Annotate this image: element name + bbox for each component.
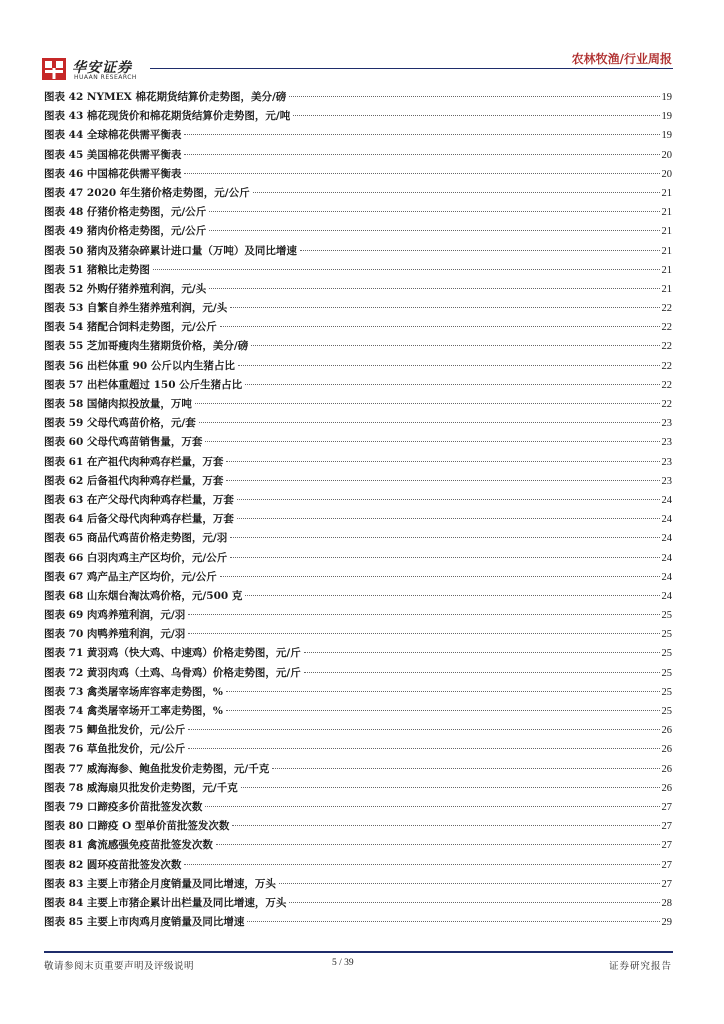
toc-entry[interactable]	[44, 913, 672, 932]
toc-leader-dots	[184, 173, 659, 174]
toc-entry-page: 21	[661, 207, 672, 219]
toc-entry-title: 图表 42 NYMEX 棉花期货结算价走势图，美分/磅	[44, 91, 287, 103]
toc-leader-dots	[304, 672, 660, 673]
toc-entry[interactable]	[44, 433, 672, 452]
toc-entry[interactable]	[44, 625, 672, 644]
toc-entry[interactable]	[44, 222, 672, 241]
toc-entry-title: 图表 56 出栏体重 90 公斤以内生猪占比	[44, 359, 235, 372]
toc-entry-title: 图表 80 口蹄疫 O 型单价苗批签发次数	[44, 820, 230, 833]
toc-entry[interactable]	[44, 740, 672, 759]
footer-divider	[44, 951, 673, 953]
toc-entry[interactable]	[44, 664, 672, 683]
toc-entry[interactable]	[44, 721, 672, 740]
toc-entry[interactable]	[44, 357, 672, 376]
toc-leader-dots	[289, 902, 659, 903]
toc-entry-title: 图表 60 父母代鸡苗销售量，万套	[44, 436, 203, 449]
toc-entry-page: 26	[661, 744, 672, 756]
toc-entry-page: 20	[661, 149, 672, 161]
toc-entry-title: 图表 79 口蹄疫多价苗批签发次数	[44, 800, 203, 813]
toc-leader-dots	[241, 787, 660, 788]
toc-entry[interactable]	[44, 203, 672, 222]
toc-entry-title: 图表 44 全球棉花供需平衡表	[44, 129, 182, 142]
toc-leader-dots	[245, 595, 659, 596]
toc-entry-page: 22	[661, 341, 672, 353]
toc-entry-page: 24	[661, 514, 672, 526]
toc-entry[interactable]	[44, 683, 672, 702]
header-divider	[150, 68, 673, 69]
toc-entry[interactable]	[44, 376, 672, 395]
toc-entry[interactable]	[44, 510, 672, 529]
toc-entry-page: 21	[661, 226, 672, 238]
toc-entry[interactable]	[44, 491, 672, 510]
figure-index-list	[44, 88, 672, 932]
toc-entry[interactable]	[44, 126, 672, 145]
toc-entry-title: 图表 45 美国棉花供需平衡表	[44, 148, 182, 161]
toc-entry[interactable]	[44, 280, 672, 299]
toc-entry-page: 23	[661, 456, 672, 468]
toc-entry-title: 图表 76 草鱼批发价，元/公斤	[44, 743, 186, 756]
toc-entry-title: 图表 71 黄羽鸡（快大鸡、中速鸡）价格走势图，元/斤	[44, 647, 301, 660]
toc-entry-title: 图表 82 圆环疫苗批签发次数	[44, 858, 182, 871]
toc-leader-dots	[205, 806, 659, 807]
toc-leader-dots	[289, 96, 659, 97]
toc-entry-title: 图表 74 禽类屠宰场开工率走势图，%	[44, 705, 223, 717]
toc-entry-title: 图表 52 外购仔猪养殖利润，元/头	[44, 282, 207, 295]
toc-entry[interactable]	[44, 261, 672, 280]
toc-leader-dots	[184, 134, 659, 135]
toc-leader-dots	[251, 345, 659, 346]
toc-entry-page: 24	[661, 590, 672, 602]
toc-entry[interactable]	[44, 817, 672, 836]
toc-leader-dots	[253, 192, 660, 193]
toc-entry[interactable]	[44, 644, 672, 663]
toc-entry-page: 25	[661, 629, 672, 641]
toc-entry-title: 图表 57 出栏体重超过 150 公斤生猪占比	[44, 378, 243, 391]
toc-entry[interactable]	[44, 318, 672, 337]
toc-leader-dots	[247, 921, 659, 922]
footer-disclaimer: 敬请参阅末页重要声明及评级说明	[44, 961, 195, 972]
toc-leader-dots	[300, 250, 660, 251]
toc-leader-dots	[230, 307, 659, 308]
toc-entry-page: 22	[661, 399, 672, 410]
toc-entry-page: 27	[661, 821, 672, 833]
toc-leader-dots	[188, 614, 659, 615]
toc-entry-page: 22	[661, 322, 672, 334]
toc-entry[interactable]	[44, 414, 672, 433]
toc-entry-page: 19	[661, 92, 672, 103]
toc-entry-title: 图表 83 主要上市猪企月度销量及同比增速，万头	[44, 877, 276, 890]
toc-entry-title: 图表 53 自繁自养生猪养殖利润，元/头	[44, 302, 228, 315]
toc-entry-title: 图表 58 国储肉拟投放量，万吨	[44, 398, 192, 410]
toc-entry-page: 22	[661, 379, 672, 391]
toc-leader-dots	[188, 633, 659, 634]
toc-entry[interactable]	[44, 472, 672, 491]
toc-entry-title: 图表 64 后备父母代肉种鸡存栏量，万套	[44, 513, 234, 526]
toc-entry-title: 图表 85 主要上市肉鸡月度销量及同比增速	[44, 916, 245, 929]
toc-entry-page: 19	[661, 130, 672, 142]
toc-leader-dots	[226, 461, 659, 462]
toc-entry-page: 22	[661, 360, 672, 372]
toc-entry-page: 26	[661, 725, 672, 737]
toc-entry-page: 28	[661, 897, 672, 909]
toc-entry-page: 24	[661, 552, 672, 564]
toc-entry[interactable]	[44, 856, 672, 875]
toc-entry-title: 图表 70 肉鸭养殖利润，元/羽	[44, 628, 186, 641]
toc-entry[interactable]	[44, 606, 672, 625]
toc-entry-page: 25	[661, 686, 672, 698]
brand-subtitle: HUAAN RESEARCH	[74, 74, 137, 81]
toc-entry-page: 27	[661, 840, 672, 852]
toc-entry-title: 图表 54 猪配合饲料走势图，元/公斤	[44, 321, 217, 334]
toc-entry-page: 21	[661, 283, 672, 295]
toc-entry-title: 图表 59 父母代鸡苗价格，元/套	[44, 417, 196, 430]
toc-entry[interactable]	[44, 88, 672, 107]
toc-entry-page: 24	[661, 533, 672, 545]
page-header	[0, 0, 724, 82]
toc-entry[interactable]	[44, 299, 672, 318]
toc-leader-dots	[153, 269, 660, 270]
toc-entry-title: 图表 47 2020 年生猪价格走势图，元/公斤	[44, 186, 250, 199]
toc-entry-title: 图表 67 鸡产品主产区均价，元/公斤	[44, 570, 217, 583]
toc-entry-page: 23	[661, 418, 672, 430]
toc-entry[interactable]	[44, 184, 672, 203]
toc-entry-page: 21	[661, 245, 672, 257]
toc-entry-title: 图表 69 肉鸡养殖利润，元/羽	[44, 609, 186, 622]
toc-entry-page: 23	[661, 475, 672, 487]
toc-entry[interactable]	[44, 702, 672, 721]
toc-entry-page: 19	[661, 111, 672, 123]
toc-entry-title: 图表 75 鲫鱼批发价，元/公斤	[44, 724, 186, 737]
page-number: 5 / 39	[332, 958, 354, 968]
toc-entry-title: 图表 84 主要上市猪企累计出栏量及同比增速，万头	[44, 896, 287, 909]
toc-entry-title: 图表 48 仔猪价格走势图，元/公斤	[44, 206, 207, 219]
toc-leader-dots	[237, 518, 660, 519]
toc-entry[interactable]	[44, 529, 672, 548]
toc-entry-page: 25	[661, 706, 672, 717]
toc-entry-page: 22	[661, 303, 672, 315]
toc-entry-page: 27	[661, 878, 672, 890]
toc-entry-page: 25	[661, 648, 672, 660]
toc-leader-dots	[230, 537, 659, 538]
toc-entry-page: 27	[661, 801, 672, 813]
toc-leader-dots	[220, 326, 660, 327]
toc-entry[interactable]	[44, 568, 672, 587]
toc-entry[interactable]	[44, 395, 672, 414]
toc-entry-title: 图表 65 商品代鸡苗价格走势图，元/羽	[44, 532, 228, 545]
toc-entry[interactable]	[44, 165, 672, 184]
toc-leader-dots	[188, 729, 659, 730]
toc-entry-title: 图表 62 后备祖代肉种鸡存栏量，万套	[44, 474, 224, 487]
toc-leader-dots	[226, 691, 660, 692]
toc-leader-dots	[209, 288, 659, 289]
toc-leader-dots	[199, 422, 660, 423]
toc-entry-page: 20	[661, 168, 672, 180]
toc-entry-page: 26	[661, 763, 672, 775]
toc-entry-page: 27	[661, 859, 672, 871]
toc-leader-dots	[184, 154, 659, 155]
toc-leader-dots	[232, 825, 659, 826]
toc-leader-dots	[226, 710, 660, 711]
toc-entry[interactable]	[44, 587, 672, 606]
toc-entry-page: 25	[661, 610, 672, 622]
toc-entry[interactable]	[44, 549, 672, 568]
toc-leader-dots	[195, 403, 660, 404]
toc-entry-title: 图表 61 在产祖代肉种鸡存栏量，万套	[44, 455, 224, 468]
toc-leader-dots	[220, 576, 660, 577]
toc-leader-dots	[205, 441, 659, 442]
toc-entry[interactable]	[44, 798, 672, 817]
toc-entry-page: 23	[661, 437, 672, 449]
toc-entry-page: 24	[661, 494, 672, 506]
toc-entry-title: 图表 50 猪肉及猪杂碎累计进口量（万吨）及同比增速	[44, 244, 297, 257]
toc-leader-dots	[209, 211, 659, 212]
toc-leader-dots	[238, 365, 660, 366]
toc-entry-page: 26	[661, 782, 672, 794]
toc-leader-dots	[209, 230, 659, 231]
toc-entry-title: 图表 78 威海扇贝批发价走势图，元/千克	[44, 781, 238, 794]
toc-entry-page: 25	[661, 667, 672, 679]
toc-leader-dots	[230, 557, 659, 558]
toc-entry[interactable]	[44, 894, 672, 913]
brand-name: 华安证券	[72, 60, 132, 76]
toc-entry-page: 21	[661, 264, 672, 276]
toc-entry-page: 21	[661, 187, 672, 199]
toc-entry-title: 图表 49 猪肉价格走势图，元/公斤	[44, 225, 207, 238]
toc-entry[interactable]	[44, 779, 672, 798]
toc-entry-title: 图表 72 黄羽肉鸡（土鸡、乌骨鸡）价格走势图，元/斤	[44, 666, 301, 679]
toc-entry-title: 图表 51 猪粮比走势图	[44, 263, 150, 276]
toc-entry[interactable]	[44, 337, 672, 356]
toc-leader-dots	[304, 652, 660, 653]
huaan-logo-icon	[42, 58, 66, 80]
toc-leader-dots	[279, 883, 660, 884]
toc-leader-dots	[272, 768, 659, 769]
toc-entry[interactable]	[44, 242, 672, 261]
report-type: 证券研究报告	[608, 961, 672, 972]
toc-entry-title: 图表 81 禽流感强免疫苗批签发次数	[44, 839, 213, 852]
toc-entry[interactable]	[44, 875, 672, 894]
toc-entry[interactable]	[44, 146, 672, 165]
toc-entry[interactable]	[44, 107, 672, 126]
toc-leader-dots	[216, 844, 660, 845]
toc-leader-dots	[245, 384, 659, 385]
toc-leader-dots	[188, 748, 659, 749]
toc-entry[interactable]	[44, 453, 672, 472]
toc-leader-dots	[184, 864, 659, 865]
toc-leader-dots	[226, 480, 659, 481]
toc-entry-title: 图表 77 威海海参、鲍鱼批发价走势图，元/千克	[44, 762, 270, 775]
toc-leader-dots	[237, 499, 660, 500]
toc-entry-title: 图表 55 芝加哥瘦肉生猪期货价格，美分/磅	[44, 340, 249, 353]
toc-entry[interactable]	[44, 760, 672, 779]
toc-entry-title: 图表 66 白羽肉鸡主产区均价，元/公斤	[44, 551, 228, 564]
toc-entry-page: 29	[661, 917, 672, 929]
toc-entry-title: 图表 73 禽类屠宰场库容率走势图，%	[44, 685, 223, 698]
toc-entry[interactable]	[44, 836, 672, 855]
toc-entry-title: 图表 68 山东烟台淘汰鸡价格，元/500 克	[44, 589, 243, 602]
toc-entry-title: 图表 43 棉花现货价和棉花期货结算价走势图，元/吨	[44, 110, 291, 123]
toc-entry-page: 24	[661, 571, 672, 583]
report-section: 农林牧渔/行业周报	[571, 52, 672, 66]
toc-entry-title: 图表 46 中国棉花供需平衡表	[44, 167, 182, 180]
toc-leader-dots	[293, 115, 659, 116]
toc-entry-title: 图表 63 在产父母代肉种鸡存栏量，万套	[44, 493, 234, 506]
